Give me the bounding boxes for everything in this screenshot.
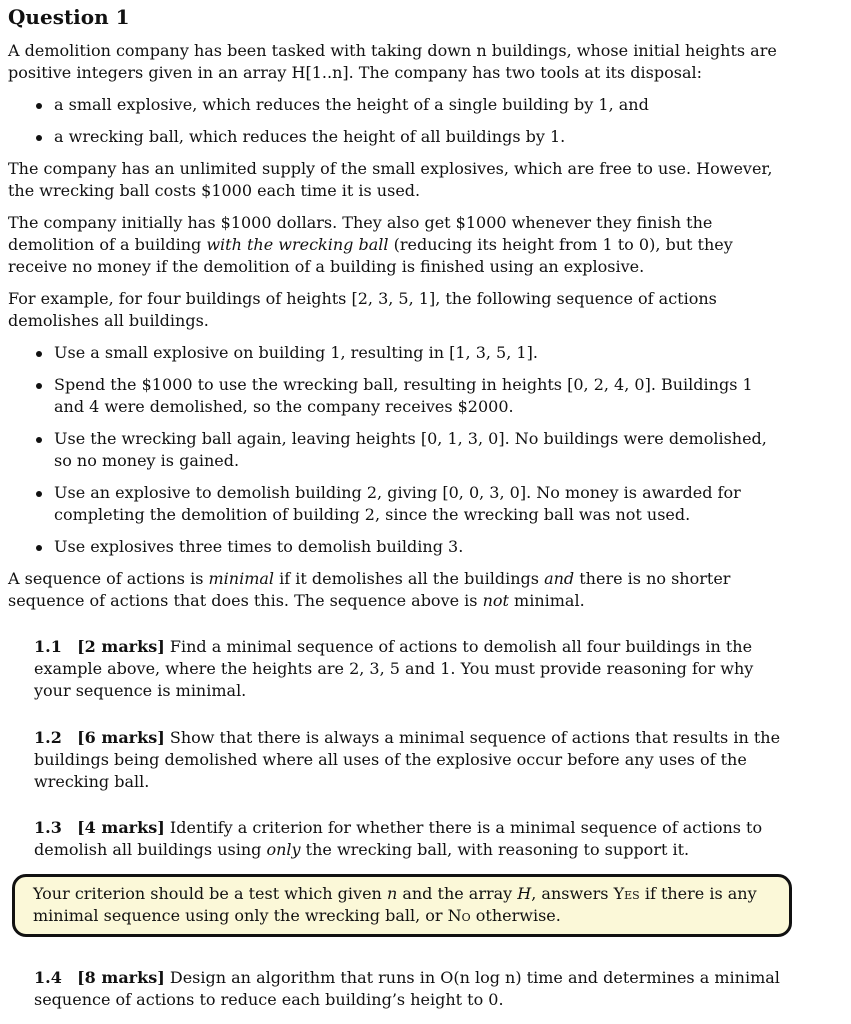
part-1-1 (34, 636, 784, 702)
definition-emphasis: and (544, 569, 575, 588)
example-step: Use the wrecking ball again, leaving heights [0, 1, 3, 0]. No buildings were demolished, so no money is gained. (8, 428, 784, 472)
note-answer-no: No (447, 906, 471, 925)
tool-item: a wrecking ball, which reduces the height of all buildings by 1. (8, 126, 784, 148)
part-text: Show that there is always a minimal sequence of actions that results in the buildings being demolished where all uses of the explosive occur before any uses of the wrecking ball. (34, 728, 781, 791)
question-title: Question 1 (8, 5, 130, 29)
note-text: and the array (397, 884, 518, 903)
part-1-2 (34, 727, 784, 793)
note-variable: H (517, 884, 532, 903)
part-marks: [4 marks] (77, 818, 165, 837)
example-step: Use a small explosive on building 1, resulting in [1, 3, 5, 1]. (8, 342, 784, 364)
definition-text: if it demolishes all the buildings (274, 569, 545, 588)
definition-emphasis: not (482, 591, 509, 610)
tool-item: a small explosive, which reduces the height of a single building by 1, and (8, 94, 784, 116)
example-step: Use an explosive to demolish building 2, giving [0, 0, 3, 0]. No money is awarded for completing the demolition of building 2, since the wrecking ball was not used. (8, 482, 784, 526)
part-number: 1.3 (34, 818, 62, 837)
definition-text: there is no shorter sequence of actions that does this. The sequence above is (8, 569, 731, 610)
note-text: if there is any minimal sequence using only the wrecking ball, or (33, 884, 757, 925)
funding-paragraph (8, 212, 784, 278)
question-document (8, 0, 784, 1011)
part-1-4 (34, 967, 784, 1011)
definition-emphasis: minimal (208, 569, 275, 588)
definition-text: minimal. (508, 591, 585, 610)
part-marks: [6 marks] (77, 728, 165, 747)
note-answer-yes: Yes (613, 884, 640, 903)
part-text: Identify a criterion for whether there is a minimal sequence of actions to demolish all buildings using (34, 818, 763, 859)
part-marks: [8 marks] (77, 968, 165, 987)
note-text: otherwise. (470, 906, 561, 925)
note-text: Your criterion should be a test which given (33, 884, 387, 903)
part-number: 1.4 (34, 968, 62, 987)
minimal-definition (8, 568, 784, 612)
part-1-3 (34, 817, 784, 861)
part-text: Find a minimal sequence of actions to demolish all four buildings in the example above, where the heights are 2, 3, 5 and 1. You must provide reasoning for why your sequence is minimal. (34, 637, 754, 700)
part-text: Design an algorithm that runs in O(n log n) time and determines a minimal sequence of actions to reduce each building’s height to 0. (34, 968, 780, 1009)
example-step: Use explosives three times to demolish building 3. (8, 536, 784, 558)
example-paragraph: For example, for four buildings of heights [2, 3, 5, 1], the following sequence of actions demolishes all buildings. (8, 289, 717, 330)
intro-paragraph: A demolition company has been tasked with taking down n buildings, whose initial heights are positive integers given in an array H[1..n]. The company has two tools at its disposal: (8, 41, 777, 82)
funding-text: The company initially has $1000 dollars. They also get $1000 whenever they finish the demolition of a building (8, 213, 713, 254)
note-variable: n (386, 884, 398, 903)
criterion-note-box (12, 874, 792, 937)
cost-paragraph: The company has an unlimited supply of the small explosives, which are free to use. However, the wrecking ball costs $1000 each time it is used. (8, 159, 773, 200)
part-emphasis: only (266, 840, 301, 859)
part-number: 1.2 (34, 728, 62, 747)
example-steps-list (8, 342, 784, 558)
part-text: the wrecking ball, with reasoning to support it. (300, 840, 690, 859)
part-number: 1.1 (34, 637, 62, 656)
funding-text: (reducing its height from 1 to 0), but they receive no money if the demolition of a building is finished using an explosive. (8, 235, 733, 276)
note-text: , answers (531, 884, 614, 903)
part-marks: [2 marks] (77, 637, 165, 656)
example-step: Spend the $1000 to use the wrecking ball, resulting in heights [0, 2, 4, 0]. Buildings 1 and 4 were demolished, so the company receives $2000. (8, 374, 784, 418)
definition-text: A sequence of actions is (8, 569, 209, 588)
funding-emphasis: with the wrecking ball (206, 235, 389, 254)
tools-list (8, 94, 784, 148)
